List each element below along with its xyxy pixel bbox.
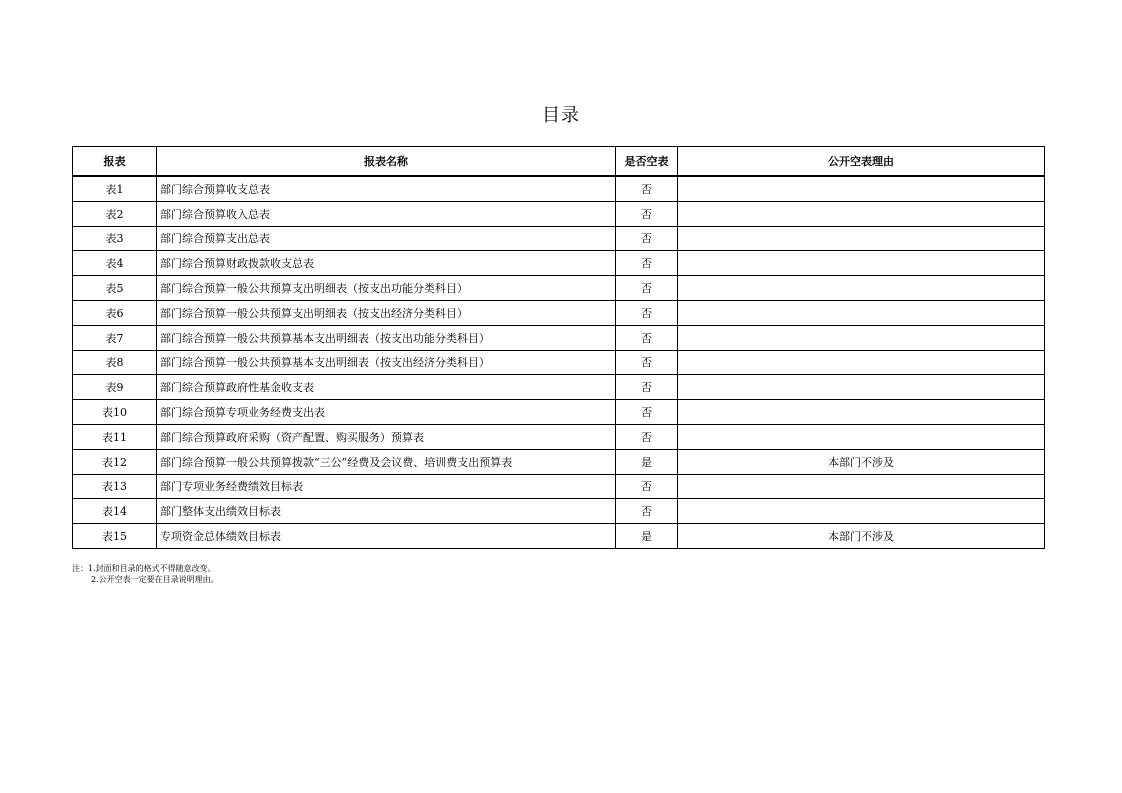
table-body <box>73 176 1045 548</box>
empty-reason-cell <box>678 276 1045 301</box>
table-row <box>73 226 1045 251</box>
report-id-cell: 表10 <box>73 400 157 425</box>
is-empty-cell: 否 <box>616 350 678 375</box>
empty-reason-cell <box>678 424 1045 449</box>
is-empty-cell: 是 <box>616 524 678 549</box>
report-id-cell: 表9 <box>73 375 157 400</box>
report-name-cell: 部门综合预算政府采购（资产配置、购买服务）预算表 <box>157 424 616 449</box>
table-row <box>73 276 1045 301</box>
report-id-cell: 表2 <box>73 201 157 226</box>
empty-reason-cell <box>678 226 1045 251</box>
report-id-cell: 表14 <box>73 499 157 524</box>
table-row <box>73 400 1045 425</box>
report-id-cell: 表13 <box>73 474 157 499</box>
header-report-id: 报表 <box>73 147 157 177</box>
table-row <box>73 176 1045 201</box>
table-row <box>73 251 1045 276</box>
is-empty-cell: 否 <box>616 400 678 425</box>
report-name-cell: 部门综合预算收入总表 <box>157 201 616 226</box>
is-empty-cell: 否 <box>616 499 678 524</box>
empty-reason-cell <box>678 325 1045 350</box>
header-report-name: 报表名称 <box>157 147 616 177</box>
empty-reason-cell <box>678 375 1045 400</box>
is-empty-cell: 否 <box>616 226 678 251</box>
empty-reason-cell <box>678 251 1045 276</box>
report-id-cell: 表1 <box>73 176 157 201</box>
page-title: 目录 <box>542 105 580 126</box>
is-empty-cell: 否 <box>616 251 678 276</box>
report-index-table <box>72 146 1045 549</box>
empty-reason-cell <box>678 300 1045 325</box>
is-empty-cell: 否 <box>616 176 678 201</box>
table-row <box>73 524 1045 549</box>
header-empty-reason: 公开空表理由 <box>678 147 1045 177</box>
table-header-row <box>73 147 1045 177</box>
is-empty-cell: 否 <box>616 276 678 301</box>
report-id-cell: 表7 <box>73 325 157 350</box>
report-name-cell: 部门综合预算一般公共预算支出明细表（按支出功能分类科目） <box>157 276 616 301</box>
table-row <box>73 350 1045 375</box>
table-row <box>73 375 1045 400</box>
empty-reason-cell <box>678 499 1045 524</box>
footnote-1: 注：1.封面和目录的格式不得随意改变。 <box>72 564 216 573</box>
report-name-cell: 部门综合预算收支总表 <box>157 176 616 201</box>
report-id-cell: 表12 <box>73 449 157 474</box>
is-empty-cell: 否 <box>616 474 678 499</box>
report-name-cell: 部门综合预算支出总表 <box>157 226 616 251</box>
is-empty-cell: 否 <box>616 300 678 325</box>
report-name-cell: 部门整体支出绩效目标表 <box>157 499 616 524</box>
table-row <box>73 499 1045 524</box>
table-row <box>73 424 1045 449</box>
is-empty-cell: 否 <box>616 201 678 226</box>
is-empty-cell: 否 <box>616 375 678 400</box>
table-row <box>73 325 1045 350</box>
footnotes <box>72 563 219 585</box>
report-name-cell: 部门综合预算专项业务经费支出表 <box>157 400 616 425</box>
empty-reason-cell: 本部门不涉及 <box>678 449 1045 474</box>
report-name-cell: 部门综合预算一般公共预算拨款“三公”经费及会议费、培训费支出预算表 <box>157 449 616 474</box>
report-id-cell: 表3 <box>73 226 157 251</box>
report-name-cell: 部门综合预算财政拨款收支总表 <box>157 251 616 276</box>
table-row <box>73 474 1045 499</box>
report-id-cell: 表5 <box>73 276 157 301</box>
is-empty-cell: 是 <box>616 449 678 474</box>
report-id-cell: 表4 <box>73 251 157 276</box>
report-name-cell: 部门专项业务经费绩效目标表 <box>157 474 616 499</box>
report-id-cell: 表11 <box>73 424 157 449</box>
empty-reason-cell <box>678 350 1045 375</box>
header-is-empty: 是否空表 <box>616 147 678 177</box>
is-empty-cell: 否 <box>616 424 678 449</box>
table-row <box>73 201 1045 226</box>
table-row <box>73 449 1045 474</box>
is-empty-cell: 否 <box>616 325 678 350</box>
report-name-cell: 部门综合预算一般公共预算基本支出明细表（按支出经济分类科目） <box>157 350 616 375</box>
table-row <box>73 300 1045 325</box>
empty-reason-cell: 本部门不涉及 <box>678 524 1045 549</box>
empty-reason-cell <box>678 400 1045 425</box>
report-name-cell: 部门综合预算一般公共预算支出明细表（按支出经济分类科目） <box>157 300 616 325</box>
report-id-cell: 表6 <box>73 300 157 325</box>
report-name-cell: 部门综合预算一般公共预算基本支出明细表（按支出功能分类科目） <box>157 325 616 350</box>
report-id-cell: 表15 <box>73 524 157 549</box>
empty-reason-cell <box>678 474 1045 499</box>
report-id-cell: 表8 <box>73 350 157 375</box>
report-name-cell: 部门综合预算政府性基金收支表 <box>157 375 616 400</box>
empty-reason-cell <box>678 176 1045 201</box>
empty-reason-cell <box>678 201 1045 226</box>
footnote-2: 2.公开空表一定要在目录说明理由。 <box>91 575 219 584</box>
report-name-cell: 专项资金总体绩效目标表 <box>157 524 616 549</box>
